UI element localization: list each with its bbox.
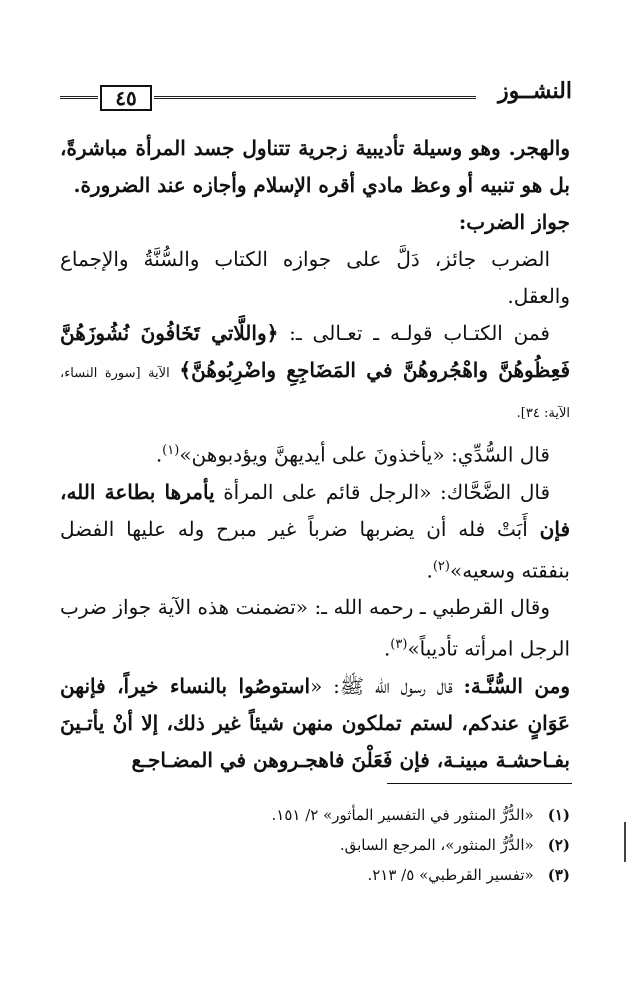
dahhak-intro: قال الضَّحَّاك: «الرجل قائم على المرأة	[223, 479, 550, 504]
paragraph-1: والهجر. وهو وسيلة تأديبية زجرية تتناول جسد المرأة مباشرةً، بل هو تنبيه أو وعظ مادي أقره الإسلام وأجازه عند الضرورة.	[60, 136, 570, 197]
qurtubi-quote: وقال القرطبي ـ رحمه الله ـ: «تضمنت هذه الآية جواز ضرب الرجل امرأته تأديباً»	[60, 595, 570, 661]
sunnah-intro: ومن السُّنَّـة:	[463, 673, 570, 698]
paragraph-4: قال السُّدِّي: «يأخذونَ على أيديهنَّ ويؤدبوهن»$^{(١)}$.	[155, 442, 550, 467]
footnote-3	[60, 860, 570, 890]
footnote-2	[60, 830, 570, 860]
dahhak-bold: يأمرها بطاعة الله، فإن	[60, 479, 570, 541]
footnotes	[60, 800, 570, 890]
footnote-2-text: «الدُّرُّ المنثور»، المرجع السابق.	[339, 836, 534, 854]
header-rule-right	[154, 96, 476, 99]
footnote-ref-2: (٢)	[432, 558, 450, 574]
quran-verse: ﴿واللَّاتي تَخَافُونَ نُشُوزَهُنَّ فَعِظُوهُنَّ واهْجُروهُنَّ في المَضَاجِعِ واضْرِبُوهُنَّ﴾	[60, 321, 570, 382]
hadith-text: استوصُوا بالنساء خيراً، فإنهن عَوَانٍ عندكم، لستم تملكون منهن شيئاً غير ذلك، إلا أنْ يأتـينَ بفـاحشـة مبينـة، فإن فَعَلْنَ فاهجـروهن في المضـاجـع	[60, 673, 570, 772]
dahhak-rest: أَبَتْ فله أن يضربها ضرباً غير مبرح وله عليها الفضل بنفقته وسعيه»	[60, 516, 570, 583]
header-rule-left	[60, 96, 98, 99]
main-text	[60, 130, 570, 779]
section-heading: جواز الضرب:	[458, 210, 570, 234]
footnote-ref-1: (١)	[162, 443, 180, 458]
suddi-quote: قال السُّدِّي: «يأخذونَ على أيديهنَّ ويؤدبوهن»	[179, 442, 550, 467]
prophet-said: قال رسول الله ﷺ: «	[310, 673, 453, 698]
footnote-2-mark: (٢)	[547, 836, 570, 854]
footnote-1-text: «الدُّرُّ المنثور في التفسير المأثور» ٢/ ١٥١.	[271, 806, 534, 824]
page-edge-mark	[624, 822, 626, 862]
paragraph-5: قال الضَّحَّاك: «الرجل قائم على المرأة يأمرها بطاعة الله، فإن أَبَتْ فله أن يضربها ضرباً غير مبرح وله عليها الفضل بنفقته وسعيه»$^{(٢)}$.	[60, 479, 570, 583]
page-number: ٤٥	[100, 85, 152, 111]
paragraph-2-text: الضرب جائز، دَلَّ على جوازه الكتاب والسُّنَّةُ والإجماع والعقل.	[60, 247, 570, 308]
paragraph-2	[60, 241, 570, 315]
paragraph-7	[60, 668, 570, 779]
paragraph-3	[60, 315, 570, 432]
page-header	[60, 74, 572, 118]
footnote-3-text: «تفسير القرطبي» ٥/ ٢١٣.	[367, 866, 534, 884]
quran-intro: فمن الكتـاب قولـه ـ تعـالى ـ:	[289, 321, 550, 345]
footnote-3-mark: (٣)	[547, 866, 570, 884]
running-title: النشــوز	[498, 78, 572, 104]
footnote-1-mark: (١)	[547, 806, 570, 824]
footnote-separator	[387, 783, 572, 784]
footnote-1	[60, 800, 570, 830]
paragraph-6: وقال القرطبي ـ رحمه الله ـ: «تضمنت هذه الآية جواز ضرب الرجل امرأته تأديباً»$^{(٣)}$.	[60, 595, 570, 661]
verse-reference: الآية [سورة النساء، الآية: ٣٤].	[60, 366, 570, 421]
footnote-ref-3: (٣)	[390, 637, 408, 653]
